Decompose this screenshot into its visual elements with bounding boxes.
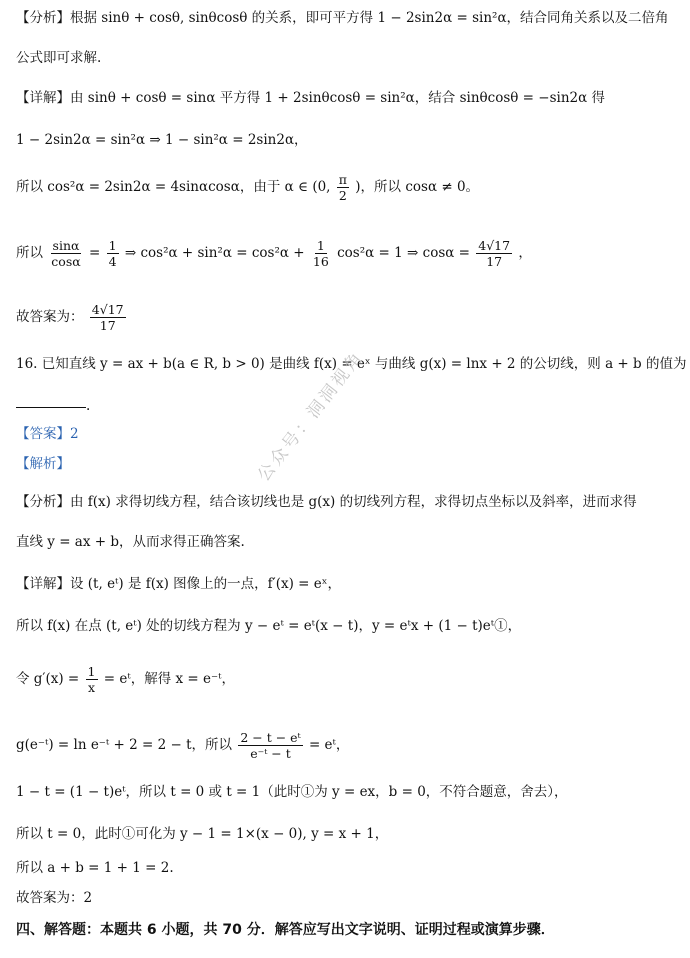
question-16: 16. 已知直线 y = ax + b(a ∈ R, b > 0) 是曲线 f(x) = eˣ 与曲线 g(x) = lnx + 2 的公切线，则 a + b 的值为	[16, 356, 687, 372]
fraction-denominator: 2	[338, 188, 347, 203]
detail2-line-7: 所以 a + b = 1 + 1 = 2.	[16, 860, 174, 876]
detail2-line-4	[16, 730, 676, 761]
detail-line-4-text-b: =	[88, 245, 101, 261]
analysis-line-2: 公式即可求解.	[16, 50, 102, 66]
fraction-numerator: 4√17	[478, 238, 511, 253]
fraction-result	[476, 238, 512, 269]
detail2-line-4-text-a: g(e⁻ᵗ) = ln e⁻ᵗ + 2 = 2 − t，所以	[16, 737, 233, 753]
fraction-numerator: 4√17	[91, 302, 124, 317]
detail2-line-3-text-b: = eᵗ，解得 x = e⁻ᵗ，	[103, 671, 235, 687]
fraction-sin-over-cos	[49, 238, 82, 269]
detail-line-4	[16, 238, 676, 269]
fraction-numerator: 1	[87, 664, 96, 679]
fraction-tangent-slope	[238, 730, 302, 761]
analysis2-line-1: 【分析】由 f(x) 求得切线方程，结合该切线也是 g(x) 的切线列方程，求得切点坐标以及斜率，进而求得	[16, 494, 637, 510]
detail-line-3-text-a: 所以 cos²α = 2sin2α = 4sinαcosα，由于 α ∈ (0,	[16, 179, 335, 195]
fraction-numerator: sinα	[52, 238, 80, 253]
fraction-numerator: 2 − t − eᵗ	[240, 730, 301, 745]
detail-line-1: 【详解】由 sinθ + cosθ = sinα 平方得 1 + 2sinθcosθ = sin²α，结合 sinθcosθ = −sin2α 得	[16, 90, 606, 106]
detail-line-4-text-d: cos²α = 1 ⇒ cosα =	[337, 245, 470, 261]
solution-tag: 【解析】	[16, 456, 70, 472]
fraction-denominator: 16	[312, 254, 329, 269]
detail2-line-5: 1 − t = (1 − t)eᵗ，所以 t = 0 或 t = 1（此时①为 y = ex，b = 0，不符合题意，舍去），	[16, 784, 568, 800]
blank-period: .	[86, 398, 91, 414]
fraction-numerator: 1	[316, 238, 325, 253]
fraction-one-quarter	[107, 238, 119, 269]
detail-line-2: 1 − 2sin2α = sin²α ⇒ 1 − sin²α = 2sin2α，	[16, 132, 308, 148]
fraction-numerator: 1	[108, 238, 117, 253]
detail-line-4-text-a: 所以	[16, 245, 43, 261]
fraction-denominator: x	[87, 680, 96, 695]
detail2-line-2: 所以 f(x) 在点 (t, eᵗ) 处的切线方程为 y − eᵗ = eᵗ(x − t)，y = eᵗx + (1 − t)eᵗ①，	[16, 618, 522, 634]
detail-line-3-text-b: )，所以 cosα ≠ 0。	[355, 179, 480, 195]
analysis2-line-2: 直线 y = ax + b，从而求得正确答案.	[16, 534, 245, 550]
detail-line-4-text-e: ，	[518, 245, 532, 261]
fraction-denominator: 4	[108, 254, 117, 269]
detail-line-3	[16, 172, 676, 203]
detail2-line-4-text-b: = eᵗ，	[308, 737, 350, 753]
detail2-line-3-text-a: 令 g′(x) =	[16, 671, 80, 687]
fraction-denominator: cosα	[51, 254, 81, 269]
fraction-one-over-x	[86, 664, 98, 695]
answer-line-15	[16, 302, 676, 333]
detail-line-4-text-c: ⇒ cos²α + sin²α = cos²α +	[124, 245, 305, 261]
fraction-numerator: π	[338, 172, 347, 187]
fraction-denominator: 17	[486, 254, 503, 269]
answer-blank	[16, 406, 86, 408]
fraction-denominator: e⁻ᵗ − t	[250, 746, 291, 761]
fraction-answer	[90, 302, 126, 333]
detail2-line-3	[16, 664, 676, 695]
fraction-one-sixteenth	[311, 238, 331, 269]
answer-tag: 【答案】2	[16, 426, 79, 442]
detail2-line-1: 【详解】设 (t, eᵗ) 是 f(x) 图像上的一点，f′(x) = eˣ，	[16, 576, 341, 592]
section-four-heading: 四、解答题：本题共 6 小题，共 70 分．解答应写出文字说明、证明过程或演算步骤．	[16, 922, 555, 938]
answer-blank-line	[16, 396, 676, 416]
analysis-line-1: 【分析】根据 sinθ + cosθ, sinθcosθ 的关系，即可平方得 1 − 2sin2α = sin²α，结合同角关系以及二倍角	[16, 10, 669, 26]
detail2-line-6: 所以 t = 0，此时①可化为 y − 1 = 1×(x − 0), y = x + 1，	[16, 826, 389, 842]
watermark: 公众号：洞洞视角	[253, 346, 369, 486]
fraction-denominator: 17	[99, 318, 116, 333]
answer-label: 故答案为：	[16, 309, 84, 325]
final-answer: 故答案为：2	[16, 890, 93, 906]
fraction-pi-over-2	[337, 172, 349, 203]
